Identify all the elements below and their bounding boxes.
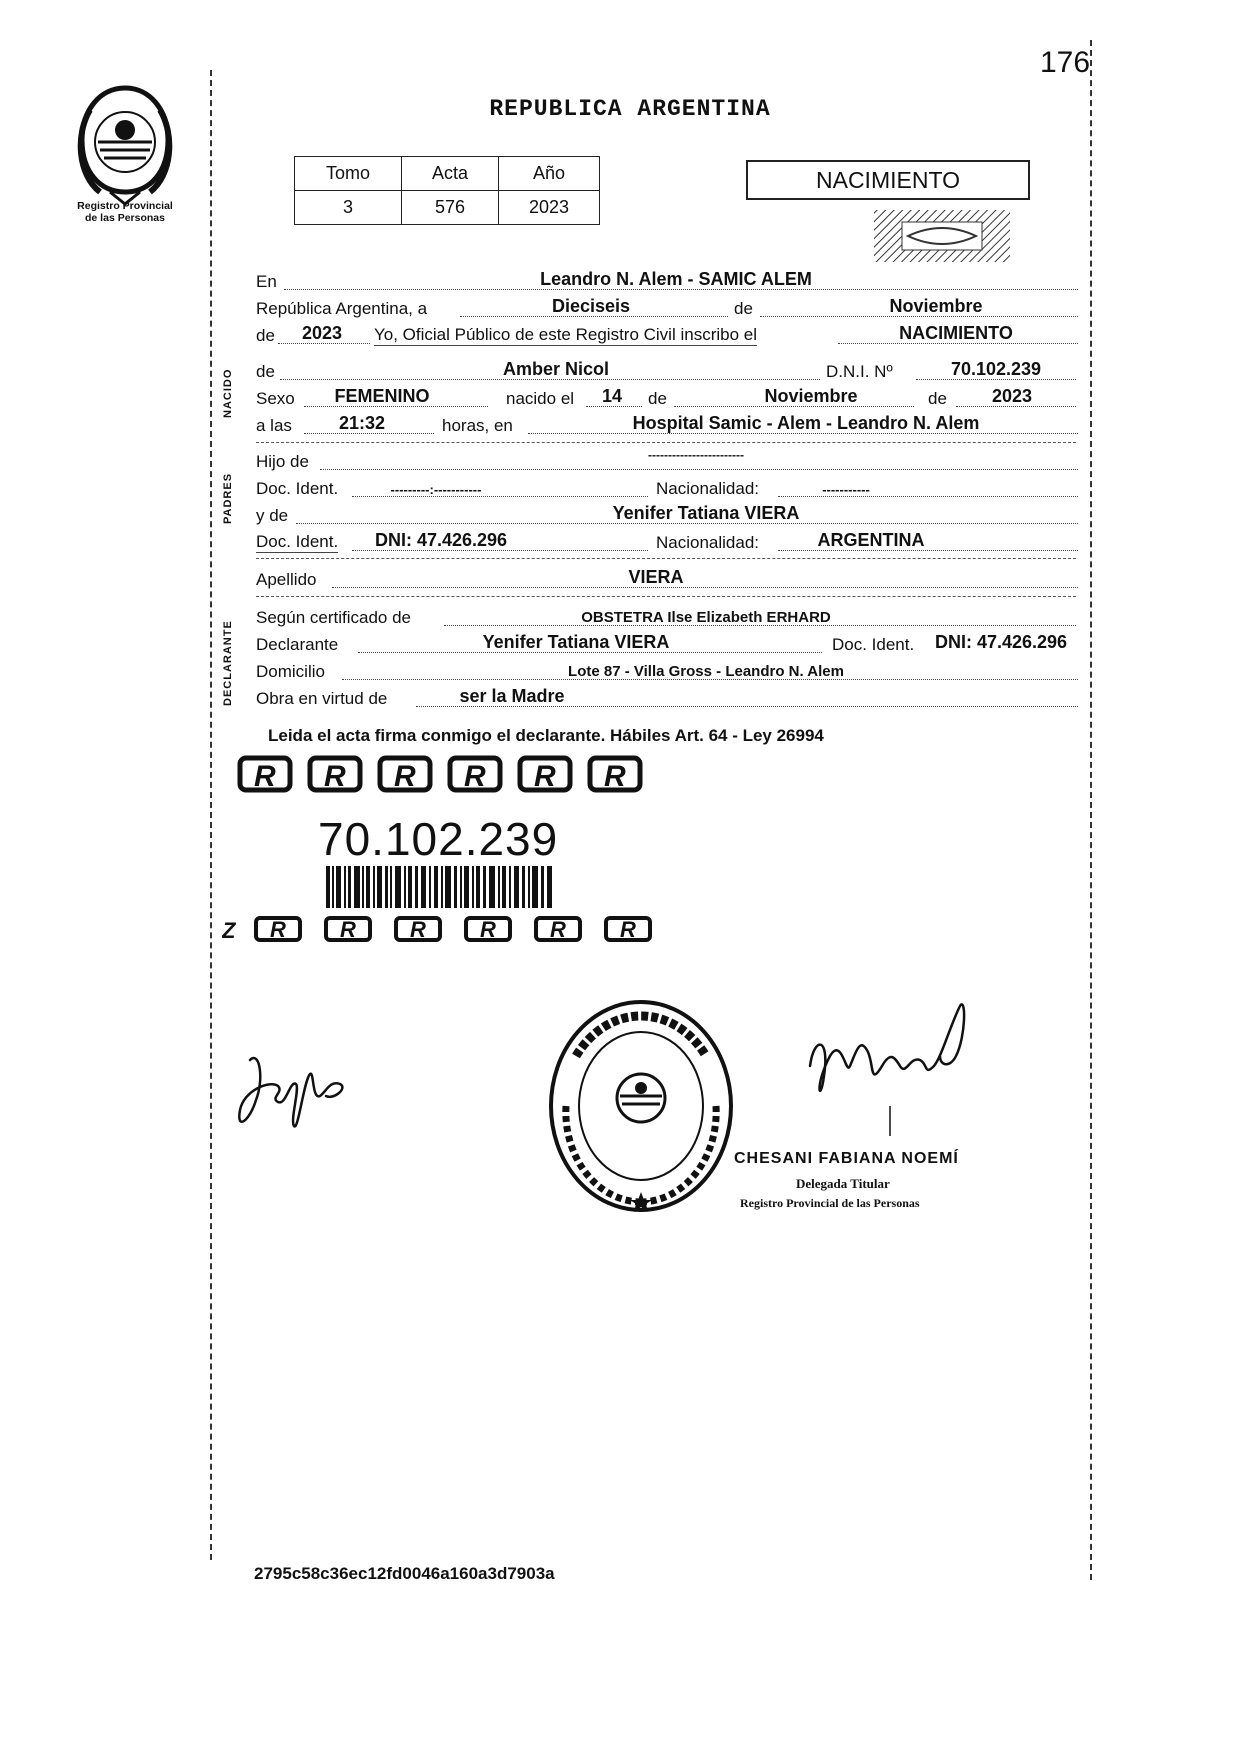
page-number: 176 <box>1040 46 1091 79</box>
father-doc-value: ---------:----------- <box>390 482 482 497</box>
document-hash: 2795c58c36ec12fd0046a160a3d7903a <box>254 1564 555 1583</box>
acta-header: Acta <box>402 157 499 191</box>
anio-value: 2023 <box>499 191 600 225</box>
reason-value: ser la Madre <box>459 686 565 706</box>
father-value: ------------------------ <box>648 448 744 462</box>
security-band-lower-icon <box>222 914 682 944</box>
row-surname <box>256 566 1078 592</box>
hour-value: 21:32 <box>338 413 386 433</box>
birth-year-value: 2023 <box>991 386 1033 406</box>
svg-text:R: R <box>410 917 426 942</box>
tomo-value: 3 <box>295 191 402 225</box>
anio-header: Año <box>499 157 600 191</box>
row-name <box>256 358 1078 384</box>
sexo-label: Sexo <box>256 389 295 408</box>
en-label: En <box>256 272 277 291</box>
row-reason <box>256 685 1078 711</box>
security-band-icon <box>230 752 670 796</box>
cert-label: Según certificado de <box>256 608 411 627</box>
hijo-label: Hijo de <box>256 452 309 471</box>
logo-caption-line-1: Registro Provincial <box>77 200 173 212</box>
svg-text:R: R <box>534 760 556 793</box>
registry-seal-stamp <box>546 996 736 1216</box>
declarante-doc-label: Doc. Ident. <box>832 635 915 654</box>
de-label-3: de <box>928 389 947 408</box>
svg-text:R: R <box>550 917 566 942</box>
left-margin-line <box>210 70 212 1560</box>
sexo-value: FEMENINO <box>334 386 430 406</box>
birth-month-value: Noviembre <box>764 386 858 406</box>
row-mother <box>256 502 1078 528</box>
yo-text: Yo, Oficial Público de este Registro Civil inscribo el <box>374 325 757 344</box>
obra-label: Obra en virtud de <box>256 689 388 708</box>
mother-nat-value: ARGENTINA <box>817 530 925 550</box>
mother-nat-label: Nacionalidad: <box>656 533 760 552</box>
father-nat-value: ----------- <box>822 482 870 497</box>
birth-place-value: Hospital Samic - Alem - Leandro N. Alem <box>632 413 980 433</box>
acta-value: 576 <box>402 191 499 225</box>
separator-2 <box>256 558 1076 559</box>
svg-text:R: R <box>270 917 286 942</box>
right-margin-line <box>1090 40 1092 1580</box>
row-hour <box>256 412 1078 438</box>
birth-day-value: 14 <box>601 386 623 406</box>
nacido-section-label: NACIDO <box>222 368 234 418</box>
logo-caption <box>55 200 195 224</box>
domicilio-label: Domicilio <box>256 662 325 681</box>
row-date <box>256 295 1078 321</box>
name-value: Amber Nicol <box>502 359 610 379</box>
svg-text:R: R <box>464 760 486 793</box>
mother-doc-label: Doc. Ident. <box>256 532 339 551</box>
svg-text:R: R <box>324 760 346 793</box>
officer-organization: Registro Provincial de las Personas <box>740 1196 920 1210</box>
svg-text:R: R <box>254 760 276 793</box>
row-address <box>256 658 1078 684</box>
place-value: Leandro N. Alem - SAMIC ALEM <box>540 269 812 289</box>
year-value: 2023 <box>301 323 343 343</box>
mother-value: Yenifer Tatiana VIERA <box>612 503 800 523</box>
record-type-box: NACIMIENTO <box>746 160 1030 200</box>
svg-text:R: R <box>480 917 496 942</box>
cert-value: OBSTETRA Ilse Elizabeth ERHARD <box>581 609 831 626</box>
register-table <box>294 156 600 225</box>
month-value: Noviembre <box>889 296 983 316</box>
y-de-label: y de <box>256 506 289 525</box>
row-mother-doc <box>256 529 1078 555</box>
row-place <box>256 268 1078 294</box>
address-value: Lote 87 - Villa Gross - Leandro N. Alem <box>568 663 844 680</box>
de-label-2: de <box>648 389 667 408</box>
svg-text:R: R <box>394 760 416 793</box>
row-declarant <box>256 631 1078 657</box>
officer-name: CHESANI FABIANA NOEMÍ <box>734 1150 959 1167</box>
security-stamp-icon <box>872 206 1012 266</box>
declarante-value: Yenifer Tatiana VIERA <box>482 632 670 652</box>
svg-text:R: R <box>340 917 356 942</box>
declarant-signature <box>230 1040 360 1140</box>
separator-1 <box>256 442 1076 443</box>
padres-section-label: PADRES <box>222 472 234 524</box>
dni-large: 70.102.239 <box>318 813 559 865</box>
svg-text:R: R <box>604 760 626 793</box>
row-father <box>256 448 1078 474</box>
mother-doc-value: DNI: 47.426.296 <box>374 530 508 550</box>
separator-3 <box>256 596 1076 597</box>
apellido-label: Apellido <box>256 570 317 589</box>
declarante-doc-value: DNI: 47.426.296 <box>934 632 1068 652</box>
row-certificate <box>256 604 1078 630</box>
logo-caption-line-2: de las Personas <box>85 212 165 224</box>
day-value: Dieciseis <box>551 296 631 316</box>
father-nat-label: Nacionalidad: <box>656 479 760 498</box>
row-year: de 2023 Yo, Oficial Público de este Registro Civil inscribo el NACIMIENTO <box>256 322 1078 348</box>
father-doc-label: Doc. Ident. <box>256 479 339 498</box>
dni-value: 70.102.239 <box>950 359 1042 379</box>
apellido-value: VIERA <box>628 567 684 587</box>
republica-label: República Argentina, a <box>256 299 428 318</box>
declarante-section-label: DECLARANTE <box>222 620 234 706</box>
row-sex <box>256 385 1078 411</box>
officer-signature <box>790 996 990 1136</box>
de-label: de <box>734 299 753 318</box>
officer-role: Delegada Titular <box>796 1176 890 1191</box>
declarante-label: Declarante <box>256 635 339 654</box>
barcode-icon <box>326 866 552 908</box>
misiones-emblem-icon <box>70 80 180 210</box>
dni-label: D.N.I. Nº <box>826 362 893 381</box>
row-father-doc <box>256 475 1078 501</box>
act-kind-value: NACIMIENTO <box>899 323 1013 343</box>
reading-note: Leida el acta firma conmigo el declarante. Hábiles Art. 64 - Ley 26994 <box>268 726 824 745</box>
de-label-name: de <box>256 362 275 381</box>
country-title: REPUBLICA ARGENTINA <box>489 96 771 122</box>
tomo-header: Tomo <box>295 157 402 191</box>
nacido-label: nacido el <box>506 389 575 408</box>
horas-label: horas, en <box>442 416 513 435</box>
a-las-label: a las <box>256 416 292 435</box>
svg-text:Z: Z <box>222 918 236 943</box>
svg-text:R: R <box>620 917 636 942</box>
